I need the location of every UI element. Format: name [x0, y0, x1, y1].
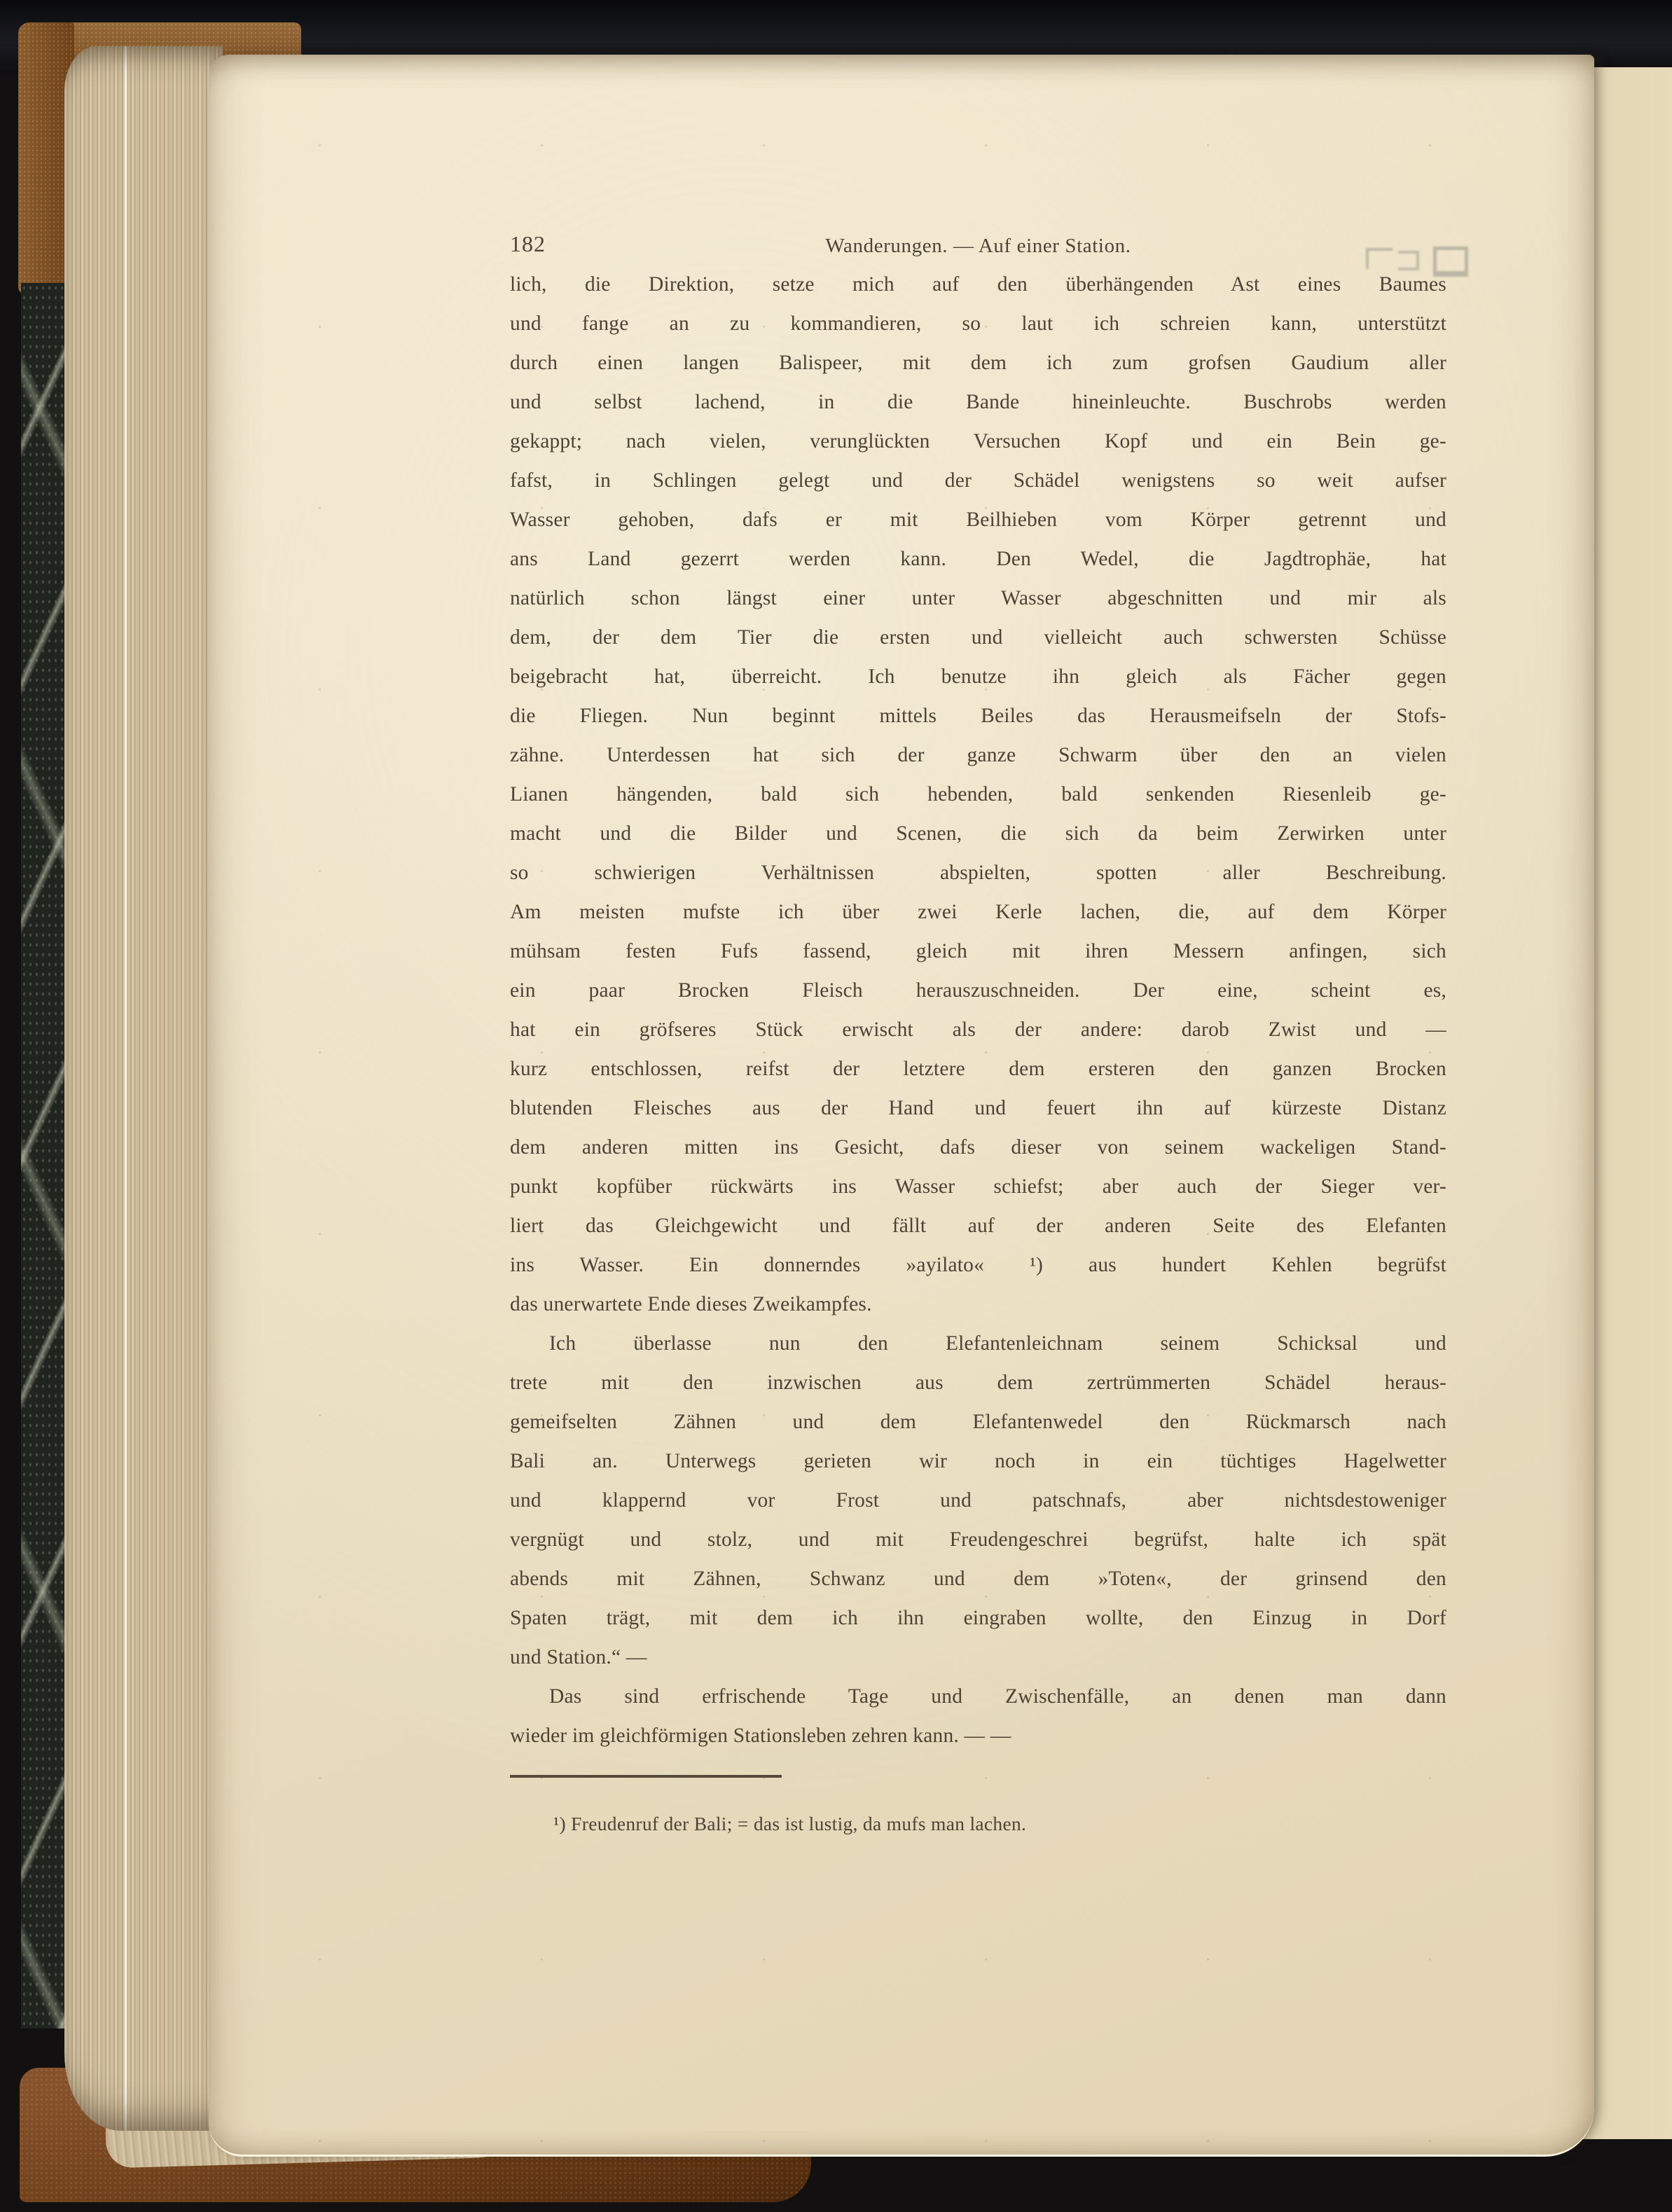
text-line: liert das Gleichgewicht und fällt auf der anderen Seite des Elefanten — [510, 1215, 1446, 1237]
page-header — [510, 230, 1446, 261]
text-line: fafst, in Schlingen gelegt und der Schädel wenigstens so weit aufser — [510, 469, 1446, 492]
body-text — [510, 265, 1446, 1755]
text-line: so schwierigen Verhältnissen abspielten, spotten aller Beschreibung. — [510, 862, 1446, 884]
text-line: Ich überlasse nun den Elefantenleichnam seinem Schicksal und — [549, 1332, 1446, 1355]
text-line: hat ein gröfseres Stück erwischt als der andere: darob Zwist und — — [510, 1018, 1446, 1041]
text-line: Am meisten mufste ich über zwei Kerle lachen, die, auf dem Körper — [510, 901, 1446, 923]
text-line: die Fliegen. Nun beginnt mittels Beiles das Herausmeifseln der Stofs- — [510, 705, 1446, 727]
text-line: abends mit Zähnen, Schwanz und dem »Toten«, der grinsend den — [510, 1568, 1446, 1590]
text-line: natürlich schon längst einer unter Wasser abgeschnitten und mir als — [510, 587, 1446, 609]
text-line: wieder im gleichförmigen Stationsleben zehren kann. — — — [510, 1724, 1011, 1747]
footnote-rule — [510, 1775, 782, 1778]
text-line: gemeifselten Zähnen und dem Elefantenwedel den Rückmarsch nach — [510, 1411, 1446, 1433]
text-line: mühsam festen Fufs fassend, gleich mit ihren Messern anfingen, sich — [510, 940, 1446, 962]
page-stack-edges — [64, 46, 223, 2131]
text-line: macht und die Bilder und Scenen, die sich da beim Zerwirken unter — [510, 822, 1446, 845]
page-number: 182 — [510, 231, 546, 256]
text-line: dem anderen mitten ins Gesicht, dafs dieser von seinem wackeligen Stand- — [510, 1136, 1446, 1159]
paragraph — [510, 1677, 1446, 1755]
text-line: und klappernd vor Frost und patschnafs, aber nichtsdestoweniger — [510, 1489, 1446, 1512]
text-line: kurz entschlossen, reifst der letztere dem ersteren den ganzen Brocken — [510, 1058, 1446, 1080]
text-line: Bali an. Unterwegs gerieten wir noch in ein tüchtiges Hagelwetter — [510, 1450, 1446, 1472]
text-line: gekappt; nach vielen, verunglückten Versuchen Kopf und ein Bein ge- — [510, 430, 1446, 452]
text-line: ans Land gezerrt werden kann. Den Wedel, die Jagdtrophäe, hat — [510, 548, 1446, 570]
text-line: zähne. Unterdessen hat sich der ganze Schwarm über den an vielen — [510, 744, 1446, 766]
text-line: blutenden Fleisches aus der Hand und feuert ihn auf kürzeste Distanz — [510, 1097, 1446, 1119]
text-line: vergnügt und stolz, und mit Freudengeschrei begrüfst, halte ich spät — [510, 1528, 1446, 1551]
text-line: Wasser gehoben, dafs er mit Beilhieben vom Körper getrennt und — [510, 509, 1446, 531]
text-line: lich, die Direktion, setze mich auf den überhängenden Ast eines Baumes — [510, 273, 1446, 296]
text-line: das unerwartete Ende dieses Zweikampfes. — [510, 1293, 872, 1315]
text-line: und Station.“ — — [510, 1646, 647, 1668]
text-line: Das sind erfrischende Tage und Zwischenfälle, an denen man dann — [549, 1685, 1446, 1708]
text-line: durch einen langen Balispeer, mit dem ich zum grofsen Gaudium aller — [510, 352, 1446, 374]
text-line: trete mit den inzwischen aus dem zertrümmerten Schädel heraus- — [510, 1371, 1446, 1394]
text-line: beigebracht hat, überreicht. Ich benutze ihn gleich als Fächer gegen — [510, 665, 1446, 688]
text-line: ein paar Brocken Fleisch herauszuschneiden. Der eine, scheint es, — [510, 979, 1446, 1002]
text-line: und fange an zu kommandieren, so laut ich schreien kann, unterstützt — [510, 312, 1446, 335]
paragraph — [510, 1324, 1446, 1677]
text-line: Spaten trägt, mit dem ich ihn eingraben wollte, den Einzug in Dorf — [510, 1607, 1446, 1629]
text-line: punkt kopfüber rückwärts ins Wasser schiefst; aber auch der Sieger ver- — [510, 1175, 1446, 1198]
text-line: dem, der dem Tier die ersten und vielleicht auch schwersten Schüsse — [510, 626, 1446, 649]
paragraph — [510, 265, 1446, 1324]
marbled-cover-edge — [21, 283, 69, 2028]
running-header: Wanderungen. — Auf einer Station. — [825, 235, 1131, 257]
text-line: und selbst lachend, in die Bande hineinleuchte. Buschrobs werden — [510, 391, 1446, 413]
text-line: Lianen hängenden, bald sich hebenden, bald senkenden Riesenleib ge- — [510, 783, 1446, 806]
book-page — [209, 55, 1594, 2157]
text-line: ins Wasser. Ein donnerndes »ayilato« ¹) aus hundert Kehlen begrüfst — [510, 1254, 1446, 1276]
footnote: ¹) Freudenruf der Bali; = das ist lustig, da mufs man lachen. — [553, 1813, 1027, 1834]
